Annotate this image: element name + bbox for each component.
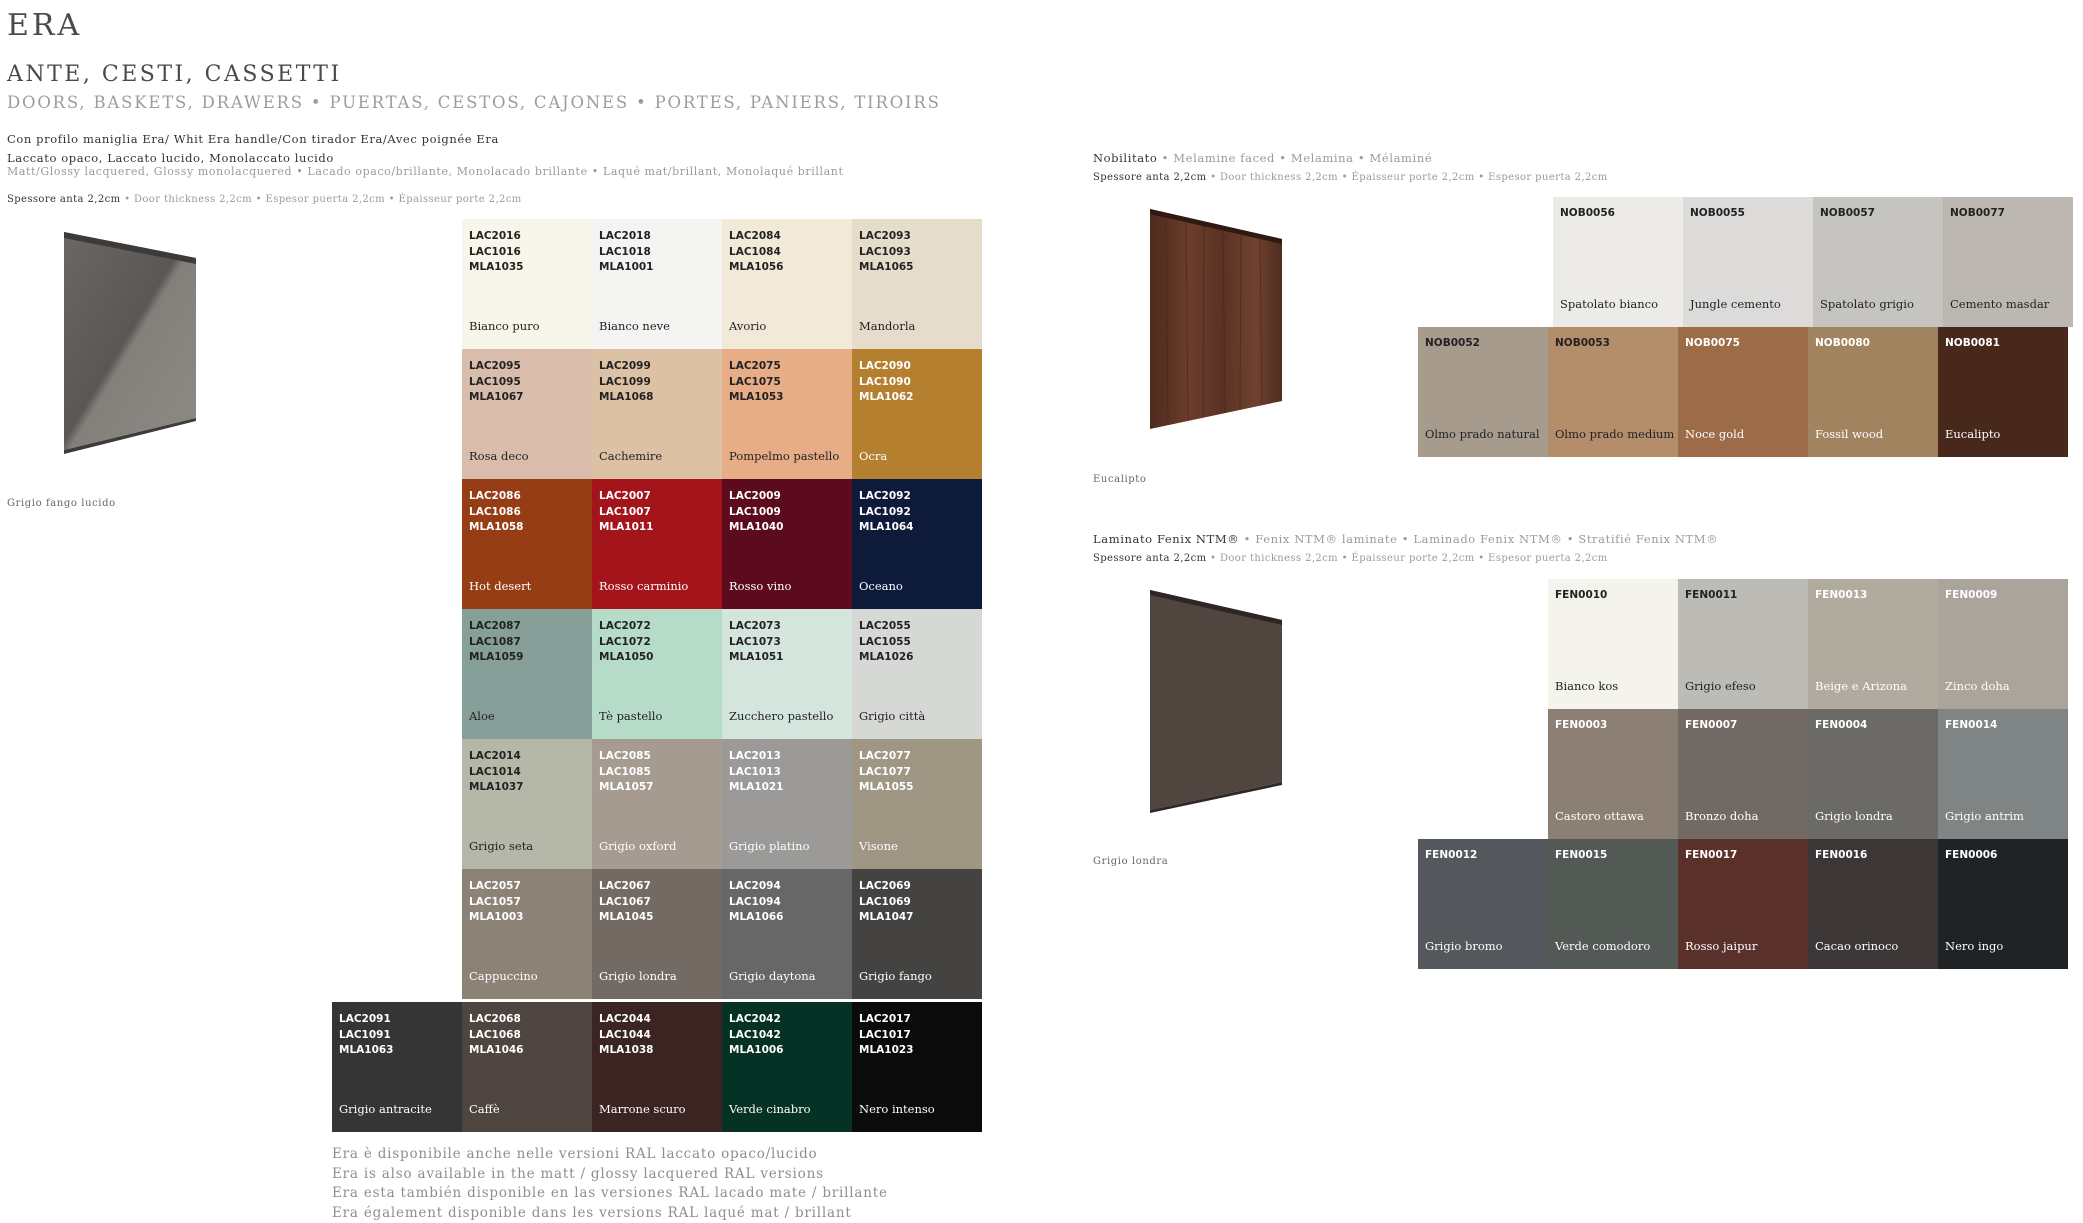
swatch-code: LAC1092 (859, 505, 914, 521)
color-swatch (462, 869, 592, 999)
swatch-code: NOB0055 (1690, 207, 1745, 219)
footnote-line: Era is also available in the matt / glossy lacquered RAL versions (332, 1165, 888, 1185)
section-subtitle: DOORS, BASKETS, DRAWERS • PUERTAS, CESTOS, CAJONES • PORTES, PANIERS, TIROIRS (7, 93, 941, 112)
swatch-code: FEN0013 (1815, 589, 1867, 601)
swatch-code: LAC2072 (599, 619, 654, 635)
color-swatch (592, 479, 722, 609)
swatch-code: LAC1072 (599, 635, 654, 651)
swatch-name: Bianco kos (1555, 679, 1618, 693)
swatch-code: LAC2093 (859, 229, 914, 245)
finish-translations: Matt/Glossy lacquered, Glossy monolacquered • Lacado opaco/brillante, Monolacado brillante • Laqué mat/brillant, Monolaqué brillant (7, 165, 844, 178)
swatch-code: LAC2091 (339, 1012, 394, 1028)
swatch-code: LAC2067 (599, 879, 654, 895)
swatch-name: Grigio platino (729, 839, 810, 853)
color-swatch (1938, 709, 2068, 839)
swatch-code: LAC2044 (599, 1012, 654, 1028)
swatch-name: Zinco doha (1945, 679, 2010, 693)
swatch-name: Castoro ottawa (1555, 809, 1644, 823)
handle-line: Con profilo maniglia Era/ Whit Era handle/Con tirador Era/Avec poignée Era (7, 132, 499, 146)
swatch-code: LAC1093 (859, 245, 914, 261)
swatch-code: LAC1086 (469, 505, 524, 521)
swatch-name: Grigio londra (1815, 809, 1893, 823)
swatch-code: NOB0057 (1820, 207, 1875, 219)
door-caption-lacquer: Grigio fango lucido (7, 498, 116, 509)
swatch-code: LAC2057 (469, 879, 524, 895)
swatch-codes (599, 749, 654, 796)
color-swatch (722, 609, 852, 739)
color-swatch (722, 479, 852, 609)
swatch-code: MLA1051 (729, 650, 784, 666)
swatch-code: MLA1058 (469, 520, 524, 536)
swatch-codes (339, 1012, 394, 1059)
swatch-name: Fossil wood (1815, 427, 1883, 441)
color-swatch (462, 609, 592, 739)
swatch-code: LAC1094 (729, 895, 784, 911)
swatch-code: LAC2068 (469, 1012, 524, 1028)
footnote-line: Era esta también disponible en las versiones RAL lacado mate / brillante (332, 1184, 888, 1204)
swatch-name: Grigio città (859, 709, 925, 723)
color-swatch (722, 349, 852, 479)
color-swatch (592, 609, 722, 739)
door-caption-melamine: Eucalipto (1093, 474, 1147, 485)
color-swatch (722, 219, 852, 349)
swatch-code: MLA1064 (859, 520, 914, 536)
thickness-label: Spessore anta 2,2cm (1093, 172, 1206, 183)
swatch-name: Spatolato bianco (1560, 297, 1658, 311)
color-swatch (592, 1002, 722, 1132)
swatch-code: MLA1011 (599, 520, 654, 536)
swatch-code: MLA1053 (729, 390, 784, 406)
swatch-codes (469, 879, 524, 926)
swatch-codes (859, 619, 914, 666)
color-swatch (852, 609, 982, 739)
swatch-code: LAC1085 (599, 765, 654, 781)
swatch-code: LAC1014 (469, 765, 524, 781)
color-swatch (1938, 327, 2068, 457)
swatch-code: LAC1087 (469, 635, 524, 651)
color-swatch (462, 219, 592, 349)
swatch-codes (859, 359, 914, 406)
door-panel-fenix (1146, 586, 1286, 814)
color-swatch (462, 1002, 592, 1132)
swatch-code: MLA1001 (599, 260, 654, 276)
swatch-code: NOB0075 (1685, 337, 1740, 349)
color-swatch (722, 869, 852, 999)
door-panel-lacquer (58, 228, 203, 456)
swatch-code: LAC1084 (729, 245, 784, 261)
swatch-codes (729, 1012, 784, 1059)
color-swatch (1938, 839, 2068, 969)
swatch-code: MLA1065 (859, 260, 914, 276)
swatch-name: Nero ingo (1945, 939, 2003, 953)
swatch-code: LAC2042 (729, 1012, 784, 1028)
color-swatch (1808, 839, 1938, 969)
color-swatch (1938, 579, 2068, 709)
swatch-code: FEN0012 (1425, 849, 1477, 861)
swatch-code: LAC1018 (599, 245, 654, 261)
swatch-code: MLA1055 (859, 780, 914, 796)
swatch-code: LAC1077 (859, 765, 914, 781)
color-swatch (1683, 197, 1813, 327)
color-swatch (1808, 709, 1938, 839)
swatch-name: Grigio antrim (1945, 809, 2024, 823)
color-swatch (462, 349, 592, 479)
color-swatch (462, 479, 592, 609)
swatch-code: LAC1013 (729, 765, 784, 781)
swatch-codes (729, 489, 784, 536)
lacquer-swatch-grid (462, 219, 982, 999)
swatch-code: MLA1021 (729, 780, 784, 796)
swatch-code: FEN0014 (1945, 719, 1997, 731)
swatch-code: LAC1095 (469, 375, 524, 391)
swatch-name: Pompelmo pastello (729, 449, 839, 463)
thickness-label: Spessore anta 2,2cm (1093, 553, 1206, 564)
swatch-name: Grigio londra (599, 969, 677, 983)
swatch-code: LAC2009 (729, 489, 784, 505)
swatch-codes (469, 229, 524, 276)
swatch-code: FEN0007 (1685, 719, 1737, 731)
swatch-code: FEN0010 (1555, 589, 1607, 601)
swatch-name: Oceano (859, 579, 903, 593)
melamine-swatch-row-2 (1418, 327, 2068, 457)
color-swatch (1808, 327, 1938, 457)
swatch-name: Olmo prado medium (1555, 427, 1674, 441)
swatch-code: MLA1050 (599, 650, 654, 666)
swatch-code: NOB0053 (1555, 337, 1610, 349)
swatch-name: Cachemire (599, 449, 662, 463)
swatch-code: NOB0077 (1950, 207, 2005, 219)
fenix-title-translations: • Fenix NTM® laminate • Laminado Fenix NTM® • Stratifié Fenix NTM® (1239, 532, 1718, 546)
swatch-name: Grigio bromo (1425, 939, 1503, 953)
swatch-code: LAC2013 (729, 749, 784, 765)
swatch-name: Rosa deco (469, 449, 529, 463)
color-swatch (852, 739, 982, 869)
swatch-name: Eucalipto (1945, 427, 2000, 441)
swatch-code: NOB0080 (1815, 337, 1870, 349)
swatch-code: MLA1026 (859, 650, 914, 666)
swatch-codes (599, 359, 654, 406)
swatch-code: MLA1063 (339, 1043, 394, 1059)
thickness-translations: • Door thickness 2,2cm • Espesor puerta 2,2cm • Épaisseur porte 2,2cm (120, 194, 521, 205)
swatch-code: MLA1062 (859, 390, 914, 406)
swatch-code: LAC2014 (469, 749, 524, 765)
swatch-code: FEN0015 (1555, 849, 1607, 861)
color-swatch (852, 479, 982, 609)
swatch-codes (729, 879, 784, 926)
swatch-code: LAC1044 (599, 1028, 654, 1044)
swatch-code: MLA1006 (729, 1043, 784, 1059)
color-swatch (1548, 709, 1678, 839)
swatch-name: Grigio fango (859, 969, 932, 983)
swatch-code: FEN0003 (1555, 719, 1607, 731)
swatch-name: Mandorla (859, 319, 915, 333)
color-swatch (852, 869, 982, 999)
swatch-code: MLA1037 (469, 780, 524, 796)
color-swatch (332, 1002, 462, 1132)
color-swatch (592, 219, 722, 349)
swatch-name: Nero intenso (859, 1102, 935, 1116)
ral-footnote (332, 1145, 888, 1223)
swatch-code: LAC2090 (859, 359, 914, 375)
color-swatch (462, 739, 592, 869)
swatch-name: Bronzo doha (1685, 809, 1758, 823)
door-panel-melamine (1146, 205, 1286, 433)
swatch-code: MLA1057 (599, 780, 654, 796)
swatch-codes (469, 489, 524, 536)
color-swatch (1548, 327, 1678, 457)
swatch-name: Zucchero pastello (729, 709, 833, 723)
swatch-code: MLA1047 (859, 910, 914, 926)
color-swatch (592, 869, 722, 999)
fenix-thickness (1093, 553, 1608, 564)
swatch-code: MLA1023 (859, 1043, 914, 1059)
swatch-name: Aloe (469, 709, 495, 723)
color-swatch (1678, 579, 1808, 709)
swatch-code: LAC2095 (469, 359, 524, 375)
melamine-title (1093, 151, 1432, 165)
swatch-codes (599, 1012, 654, 1059)
swatch-code: LAC2086 (469, 489, 524, 505)
swatch-codes (729, 359, 784, 406)
swatch-code: FEN0017 (1685, 849, 1737, 861)
melamine-title-translations: • Melamine faced • Melamina • Mélaminé (1157, 151, 1432, 165)
swatch-codes (729, 229, 784, 276)
swatch-code: NOB0052 (1425, 337, 1480, 349)
swatch-name: Caffè (469, 1102, 500, 1116)
swatch-name: Rosso carminio (599, 579, 688, 593)
door-caption-fenix: Grigio londra (1093, 856, 1168, 867)
swatch-code: MLA1068 (599, 390, 654, 406)
swatch-code: LAC1091 (339, 1028, 394, 1044)
swatch-code: LAC1055 (859, 635, 914, 651)
swatch-codes (859, 879, 914, 926)
thickness-translations: • Door thickness 2,2cm • Épaisseur porte 2,2cm • Espesor puerta 2,2cm (1206, 172, 1607, 183)
swatch-code: FEN0006 (1945, 849, 1997, 861)
swatch-code: LAC1016 (469, 245, 524, 261)
swatch-code: LAC1073 (729, 635, 784, 651)
swatch-code: LAC1090 (859, 375, 914, 391)
swatch-code: MLA1038 (599, 1043, 654, 1059)
lacquer-swatch-row-last (332, 1002, 982, 1132)
swatch-code: LAC1099 (599, 375, 654, 391)
melamine-thickness (1093, 172, 1608, 183)
color-swatch (1943, 197, 2073, 327)
swatch-name: Spatolato grigio (1820, 297, 1914, 311)
swatch-name: Rosso vino (729, 579, 791, 593)
swatch-code: LAC1009 (729, 505, 784, 521)
color-swatch (722, 1002, 852, 1132)
swatch-code: LAC2055 (859, 619, 914, 635)
swatch-code: LAC2087 (469, 619, 524, 635)
swatch-codes (469, 1012, 524, 1059)
color-swatch (1548, 579, 1678, 709)
swatch-name: Grigio seta (469, 839, 533, 853)
swatch-code: MLA1056 (729, 260, 784, 276)
melamine-title-main: Nobilitato (1093, 151, 1157, 165)
color-swatch (1678, 709, 1808, 839)
swatch-codes (599, 229, 654, 276)
swatch-code: LAC1017 (859, 1028, 914, 1044)
swatch-code: LAC1075 (729, 375, 784, 391)
brand-title: ERA (7, 8, 82, 43)
color-swatch (1813, 197, 1943, 327)
swatch-name: Avorio (729, 319, 766, 333)
color-swatch (1548, 839, 1678, 969)
swatch-name: Visone (859, 839, 898, 853)
fenix-title (1093, 532, 1718, 546)
swatch-name: Grigio daytona (729, 969, 816, 983)
fenix-swatch-row-1 (1548, 579, 2068, 709)
color-swatch (1678, 839, 1808, 969)
lacquer-thickness (7, 194, 522, 205)
swatch-name: Grigio efeso (1685, 679, 1756, 693)
color-swatch (1418, 839, 1548, 969)
swatch-code: LAC2084 (729, 229, 784, 245)
swatch-code: MLA1046 (469, 1043, 524, 1059)
swatch-code: LAC2007 (599, 489, 654, 505)
swatch-name: Hot desert (469, 579, 531, 593)
swatch-codes (599, 619, 654, 666)
footnote-line: Era également disponible dans les versions RAL laqué mat / brillant (332, 1204, 888, 1223)
swatch-name: Bianco puro (469, 319, 540, 333)
swatch-code: MLA1066 (729, 910, 784, 926)
swatch-name: Beige e Arizona (1815, 679, 1907, 693)
fenix-swatch-row-3 (1418, 839, 2068, 969)
swatch-code: LAC2077 (859, 749, 914, 765)
thickness-translations: • Door thickness 2,2cm • Épaisseur porte 2,2cm • Espesor puerta 2,2cm (1206, 553, 1607, 564)
swatch-code: NOB0081 (1945, 337, 2000, 349)
color-swatch (592, 739, 722, 869)
color-swatch (852, 219, 982, 349)
swatch-code: FEN0011 (1685, 589, 1737, 601)
swatch-code: MLA1003 (469, 910, 524, 926)
swatch-codes (469, 619, 524, 666)
section-title: ANTE, CESTI, CASSETTI (7, 62, 342, 87)
swatch-name: Cappuccino (469, 969, 538, 983)
swatch-code: LAC2092 (859, 489, 914, 505)
swatch-code: LAC2085 (599, 749, 654, 765)
swatch-codes (729, 619, 784, 666)
color-swatch (1808, 579, 1938, 709)
swatch-codes (599, 879, 654, 926)
swatch-code: LAC1042 (729, 1028, 784, 1044)
swatch-name: Tè pastello (599, 709, 662, 723)
swatch-codes (859, 749, 914, 796)
finish-line: Laccato opaco, Laccato lucido, Monolaccato lucido (7, 151, 334, 165)
swatch-name: Olmo prado natural (1425, 427, 1540, 441)
swatch-name: Cacao orinoco (1815, 939, 1898, 953)
color-swatch (592, 349, 722, 479)
melamine-swatch-row-1 (1553, 197, 2073, 327)
swatch-name: Grigio antracite (339, 1102, 432, 1116)
swatch-codes (469, 749, 524, 796)
swatch-code: MLA1059 (469, 650, 524, 666)
swatch-name: Noce gold (1685, 427, 1744, 441)
swatch-name: Jungle cemento (1690, 297, 1781, 311)
swatch-code: MLA1035 (469, 260, 524, 276)
swatch-code: LAC2017 (859, 1012, 914, 1028)
swatch-name: Bianco neve (599, 319, 670, 333)
swatch-codes (859, 489, 914, 536)
swatch-codes (859, 229, 914, 276)
color-swatch (1678, 327, 1808, 457)
color-swatch (1418, 327, 1548, 457)
swatch-name: Marrone scuro (599, 1102, 686, 1116)
swatch-code: MLA1040 (729, 520, 784, 536)
swatch-name: Verde comodoro (1555, 939, 1650, 953)
swatch-name: Ocra (859, 449, 887, 463)
swatch-name: Rosso jaipur (1685, 939, 1757, 953)
color-swatch (852, 1002, 982, 1132)
swatch-code: LAC1067 (599, 895, 654, 911)
swatch-code: LAC2069 (859, 879, 914, 895)
color-swatch (1553, 197, 1683, 327)
swatch-code: LAC1057 (469, 895, 524, 911)
swatch-name: Cemento masdar (1950, 297, 2049, 311)
swatch-code: LAC2075 (729, 359, 784, 375)
swatch-name: Verde cinabro (729, 1102, 811, 1116)
thickness-label: Spessore anta 2,2cm (7, 194, 120, 205)
swatch-name: Grigio oxford (599, 839, 676, 853)
swatch-code: FEN0016 (1815, 849, 1867, 861)
swatch-code: LAC2094 (729, 879, 784, 895)
swatch-code: LAC1069 (859, 895, 914, 911)
swatch-code: FEN0009 (1945, 589, 1997, 601)
swatch-code: LAC2099 (599, 359, 654, 375)
swatch-code: MLA1067 (469, 390, 524, 406)
color-swatch (722, 739, 852, 869)
swatch-codes (469, 359, 524, 406)
footnote-line: Era è disponibile anche nelle versioni RAL laccato opaco/lucido (332, 1145, 888, 1165)
swatch-code: MLA1045 (599, 910, 654, 926)
swatch-code: LAC1007 (599, 505, 654, 521)
fenix-title-main: Laminato Fenix NTM® (1093, 532, 1239, 546)
swatch-code: NOB0056 (1560, 207, 1615, 219)
swatch-codes (859, 1012, 914, 1059)
swatch-code: LAC1068 (469, 1028, 524, 1044)
swatch-codes (599, 489, 654, 536)
swatch-code: LAC2073 (729, 619, 784, 635)
color-swatch (852, 349, 982, 479)
swatch-code: LAC2018 (599, 229, 654, 245)
swatch-code: FEN0004 (1815, 719, 1867, 731)
swatch-code: LAC2016 (469, 229, 524, 245)
fenix-swatch-row-2 (1548, 709, 2068, 839)
swatch-codes (729, 749, 784, 796)
